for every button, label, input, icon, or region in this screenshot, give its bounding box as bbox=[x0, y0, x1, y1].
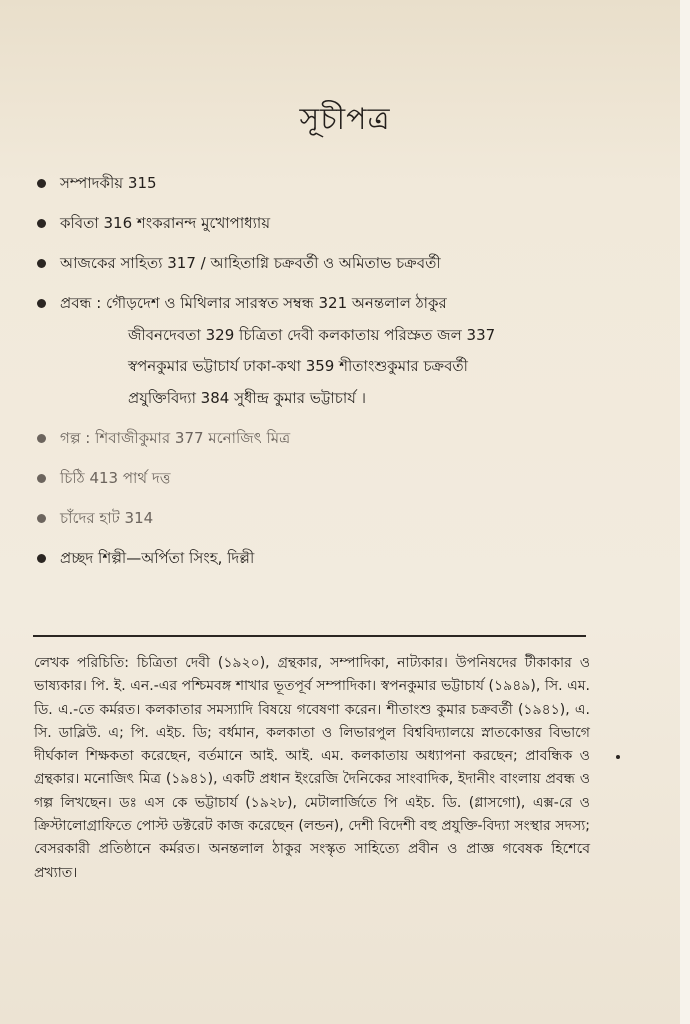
bullet-icon bbox=[37, 434, 46, 443]
essay-line: জীবনদেবতা 329 চিত্রিতা দেবী কলকাতায় পরিস্রুত জল 337 bbox=[128, 325, 496, 344]
toc-entry-text: সম্পাদকীয় 315 bbox=[60, 174, 157, 192]
toc-entry-editorial bbox=[34, 168, 654, 199]
toc-entry-poetry bbox=[34, 208, 654, 239]
bullet-icon bbox=[37, 219, 46, 228]
toc-entry-text: প্রচ্ছদ শিল্পী—অর্পিতা সিংহ, দিল্লী bbox=[60, 549, 255, 567]
essay-line: স্বপনকুমার ভট্টাচার্য ঢাকা-কথা 359 শীতাংশুকুমার চক্রবর্তী bbox=[128, 357, 468, 375]
toc-entry-text: গল্প : শিবাজীকুমার 377 মনোজিৎ মিত্র bbox=[60, 429, 291, 447]
page-edge bbox=[680, 0, 690, 1024]
section-divider bbox=[33, 635, 586, 637]
toc-entry-text: চাঁদের হাট 314 bbox=[60, 509, 154, 527]
page-title: সূচীপত্র bbox=[299, 102, 391, 137]
toc-entry-cover-artist bbox=[34, 543, 654, 574]
toc-entry-today-literature bbox=[34, 248, 654, 279]
bullet-icon bbox=[37, 514, 46, 523]
toc-entry-essays bbox=[34, 288, 654, 414]
essay-line: প্রবন্ধ : গৌড়দেশ ও মিথিলার সারস্বত সম্বন্ধ 321 অনন্তলাল ঠাকুর bbox=[60, 294, 447, 312]
toc-entry-text: চিঠি 413 পার্থ দত্ত bbox=[60, 469, 171, 487]
bullet-icon bbox=[37, 299, 46, 308]
toc-entry-text: কবিতা 316 শংকরানন্দ মুখোপাধ্যায় bbox=[60, 214, 271, 232]
bullet-icon bbox=[37, 179, 46, 188]
author-bio-paragraph: লেখক পরিচিতি: চিত্রিতা দেবী (১৯২০), গ্রন্থকার, সম্পাদিকা, নাট্যকার। উপনিষদের টীকাকার ও ভাষ্যকার। পি. ই. এন.-এর পশ্চিমবঙ্গ শাখার ভূতপূর্ব সম্পাদিকা। স্বপনকুমার ভট্টাচার্য (১৯৪৯), সি. এম. ডি. এ.-তে কর্মরত। কলকাতার সমস্যাদি বিষয়ে গবেষণা করেন। শীতাংশু কুমার চক্রবর্তী (১৯৪১), এ. সি. ডাব্লিউ. এ; পি. এইচ. ডি; বর্ধমান, কলকাতা ও লিভারপুল বিশ্ববিদ্যালয়ে স্নাতকোত্তর বিভাগে দীর্ঘকাল শিক্ষকতা করেছেন, বর্তমানে আই. আই. এম. কলকাতায় অধ্যাপনা করছেন; প্রাবন্ধিক ও গ্রন্থকার। মনোজিৎ মিত্র (১৯৪১), একটি প্রধান ইংরেজি দৈনিকের সাংবাদিক, ইদানীং বাংলায় প্রবন্ধ ও গল্প লিখছেন। ডঃ এস কে ভট্টাচার্য (১৯২৮), মেটালার্জিতে পি এইচ. ডি. (গ্লাসগো), এক্স-রে ও ক্রিস্টালোগ্রাফিতে পোস্ট ডক্টরেট কাজ করেছেন (লন্ডন), দেশী বিদেশী বহু প্রযুক্তি-বিদ্যা সংস্থার সদস্য; বেসরকারী প্রতিষ্ঠানে কর্মরত। অনন্তলাল ঠাকুর সংস্কৃত সাহিত্যে প্রবীন ও প্রাজ্ঞ গবেষক হিশেবে প্রখ্যাত। bbox=[34, 655, 590, 881]
table-of-contents bbox=[34, 168, 654, 574]
toc-entry-story bbox=[34, 423, 654, 454]
bullet-icon bbox=[37, 259, 46, 268]
author-introductions bbox=[34, 652, 590, 885]
bullet-icon bbox=[37, 474, 46, 483]
bullet-icon bbox=[37, 554, 46, 563]
essay-line: প্রযুক্তিবিদ্যা 384 সুধীন্দ্র কুমার ভট্টাচার্য । bbox=[128, 388, 366, 407]
toc-entry-letters bbox=[34, 463, 654, 494]
toc-entry-text: আজকের সাহিত্য 317 / আহিতাগ্নি চক্রবর্তী ও অমিতাভ চক্রবর্তী bbox=[60, 254, 441, 272]
toc-entry-moon bbox=[34, 503, 654, 534]
print-speck bbox=[616, 755, 620, 759]
